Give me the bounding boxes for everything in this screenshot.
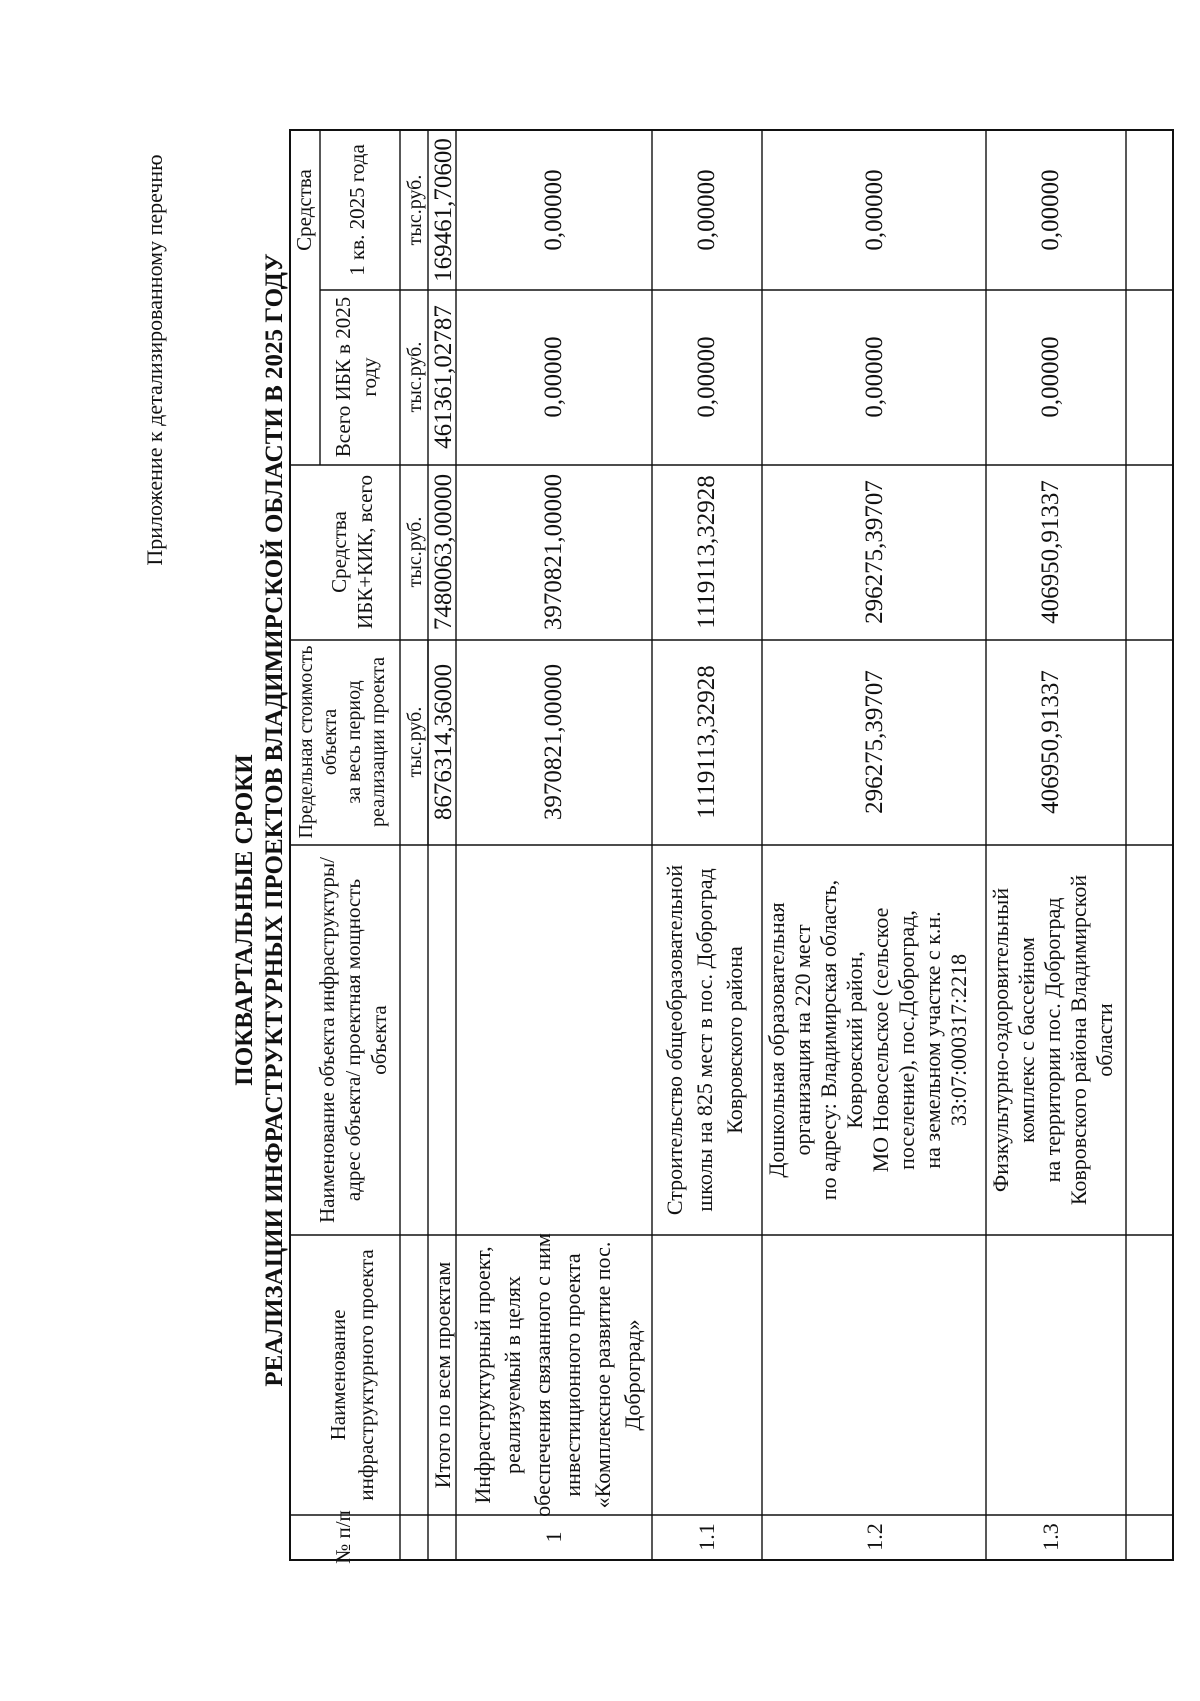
total-q1: 169461,70600	[430, 138, 457, 282]
svg-text:0,00000: 0,00000	[861, 169, 888, 251]
svg-text:на территории пос. Доброград: на территории пос. Доброград	[1040, 897, 1065, 1183]
header-ibk-total	[331, 297, 381, 457]
svg-text:МО Новосельское (сельское: МО Новосельское (сельское	[868, 907, 893, 1173]
svg-text:организация на 220 мест: организация на 220 мест	[790, 924, 815, 1156]
svg-text:Ковровский район,: Ковровский район,	[842, 951, 867, 1129]
svg-text:Физкультурно-оздоровительный: Физкультурно-оздоровительный	[988, 887, 1013, 1193]
total-ibk-total: 461361,02787	[430, 305, 457, 449]
svg-text:Всего ИБК в 2025: Всего ИБК в 2025	[331, 296, 355, 458]
svg-text:0,00000: 0,00000	[861, 336, 888, 418]
table-row	[988, 169, 1117, 1550]
svg-text:Ковровского района Владимирско: Ковровского района Владимирской	[1066, 874, 1091, 1206]
unit-ibk-total: тыс.руб.	[404, 341, 426, 413]
title-line-2: РЕАЛИЗАЦИИ ИНФРАСТРУКТУРНЫХ ПРОЕКТОВ ВЛАДИМИРСКОЙ ОБЛАСТИ В 2025 ГОДУ	[261, 253, 288, 1387]
svg-text:Средства: Средства	[327, 511, 351, 593]
table-row	[662, 169, 747, 1550]
header-funds-total	[327, 475, 377, 629]
total-funds-total: 7480063,00000	[430, 473, 457, 631]
row-num: 1.1	[694, 1523, 719, 1551]
svg-text:33:07:000317:2218: 33:07:000317:2218	[946, 953, 971, 1127]
svg-text:году: году	[357, 357, 381, 397]
header-project-name	[326, 1249, 378, 1501]
svg-text:406950,91337: 406950,91337	[1037, 480, 1064, 624]
svg-text:Предельная стоимость: Предельная стоимость	[295, 645, 317, 839]
svg-text:0,00000: 0,00000	[540, 336, 567, 418]
svg-text:0,00000: 0,00000	[693, 169, 720, 251]
unit-funds-total: тыс.руб.	[404, 516, 426, 588]
svg-text:на земельном участке с к.н.: на земельном участке с к.н.	[920, 911, 945, 1169]
header-object-name	[315, 857, 391, 1223]
svg-text:обеспечения связанного с ним: обеспечения связанного с ним	[530, 1233, 555, 1517]
svg-text:Наименование: Наименование	[326, 1309, 350, 1441]
svg-text:Наименование объекта инфрастру: Наименование объекта инфраструктуры/	[315, 856, 339, 1224]
svg-text:инвестиционного проекта: инвестиционного проекта	[560, 1253, 585, 1497]
svg-text:реализуемый в целях: реализуемый в целях	[500, 1276, 525, 1474]
svg-text:поселение), пос.Доброград,: поселение), пос.Доброград,	[894, 910, 919, 1170]
table-row	[764, 169, 971, 1550]
svg-text:296275,39707: 296275,39707	[861, 480, 888, 624]
svg-text:1119113,32928: 1119113,32928	[693, 475, 720, 629]
svg-text:инфраструктурного проекта: инфраструктурного проекта	[354, 1249, 378, 1501]
svg-text:комплекс с бассейном: комплекс с бассейном	[1014, 937, 1039, 1143]
total-max-cost: 8676314,36000	[430, 663, 457, 821]
svg-text:1119113,32928: 1119113,32928	[693, 665, 720, 819]
svg-text:Строительство общеобразователь: Строительство общеобразовательной	[662, 864, 687, 1216]
row-num: 1.3	[1038, 1523, 1063, 1551]
svg-text:Ковровского района: Ковровского района	[722, 946, 747, 1134]
table-row	[470, 169, 645, 1542]
row-num: 1.2	[862, 1523, 887, 1551]
svg-text:296275,39707: 296275,39707	[861, 670, 888, 814]
svg-text:адрес объекта/ проектная мощно: адрес объекта/ проектная мощность	[341, 878, 365, 1202]
svg-text:0,00000: 0,00000	[1037, 169, 1064, 251]
unit-q1: тыс.руб.	[404, 174, 426, 246]
header-q1: 1 кв. 2025 года	[345, 144, 369, 276]
svg-text:0,00000: 0,00000	[693, 336, 720, 418]
svg-text:области: области	[1092, 1003, 1117, 1077]
appendix-note: Приложение к детализированному перечню	[142, 154, 167, 566]
svg-text:по адресу: Владимирская област: по адресу: Владимирская область,	[816, 879, 841, 1201]
svg-text:Доброград»: Доброград»	[620, 1319, 645, 1431]
svg-text:3970821,00000: 3970821,00000	[540, 473, 567, 631]
unit-max-cost: тыс.руб.	[404, 706, 426, 778]
svg-text:«Комплексное развитие пос.: «Комплексное развитие пос.	[590, 1241, 615, 1509]
svg-text:3970821,00000: 3970821,00000	[540, 663, 567, 821]
total-row	[430, 138, 457, 1488]
title-line-1: ПОКВАРТАЛЬНЫЕ СРОКИ	[231, 754, 258, 1086]
svg-text:406950,91337: 406950,91337	[1037, 670, 1064, 814]
svg-text:0,00000: 0,00000	[540, 169, 567, 251]
svg-text:Дошкольная образовательная: Дошкольная образовательная	[764, 902, 789, 1178]
header-sredstva: Средства	[292, 169, 316, 251]
header-max-cost	[295, 646, 389, 839]
svg-text:ИБК+КИК, всего: ИБК+КИК, всего	[353, 474, 377, 630]
svg-text:Инфраструктурный проект,: Инфраструктурный проект,	[470, 1246, 495, 1504]
svg-text:объекта: объекта	[367, 1005, 391, 1075]
svg-text:0,00000: 0,00000	[1037, 336, 1064, 418]
svg-text:объекта: объекта	[319, 708, 341, 776]
total-label: Итого по всем проектам	[430, 1261, 455, 1489]
svg-text:школы на 825 мест в пос. Добро: школы на 825 мест в пос. Доброград	[692, 868, 717, 1212]
row-num: 1	[541, 1531, 566, 1543]
svg-text:реализации проекта: реализации проекта	[367, 657, 389, 827]
svg-text:за весь период: за весь период	[343, 680, 365, 804]
header-num: № п/п	[331, 1510, 355, 1564]
